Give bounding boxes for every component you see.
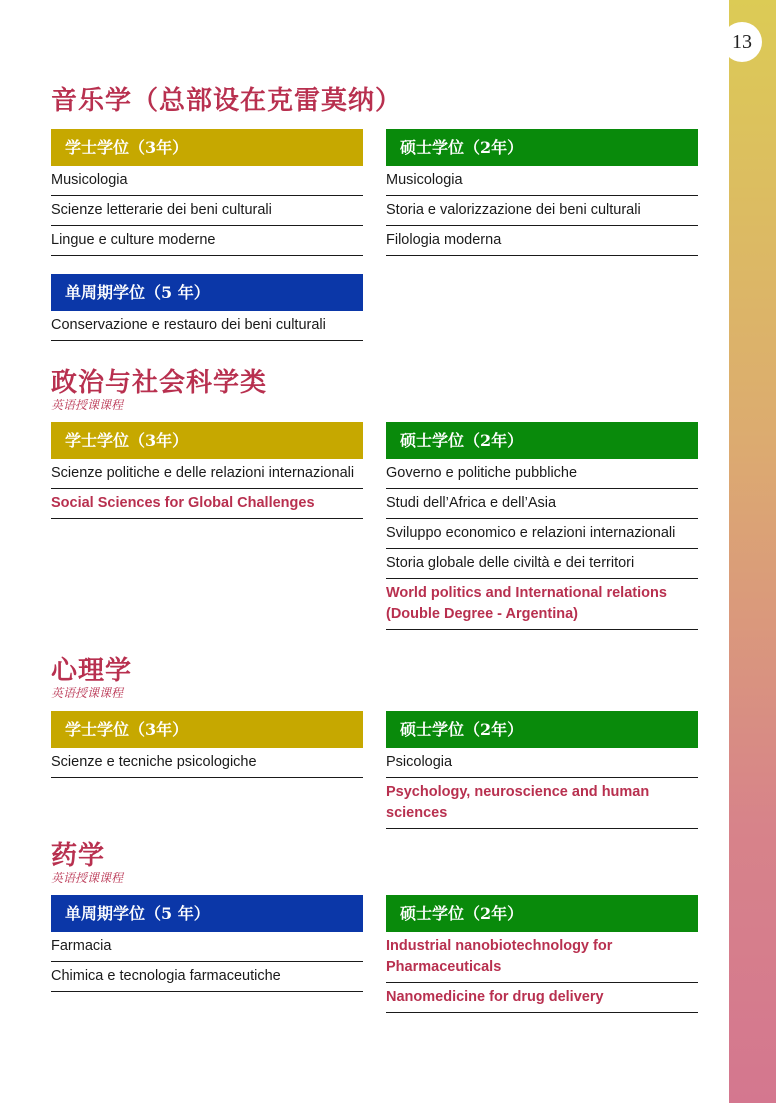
english-course-item: Nanomedicine for drug delivery xyxy=(386,983,698,1013)
degree-band-master: 硕士学位（2年） xyxy=(386,711,698,748)
master-column xyxy=(386,422,698,630)
course-item: Storia e valorizzazione dei beni culturali xyxy=(386,196,698,226)
course-item: Musicologia xyxy=(386,166,698,196)
course-item: Lingue e culture moderne xyxy=(51,226,363,256)
course-item: Farmacia xyxy=(51,932,363,962)
master-column xyxy=(386,895,698,1013)
degree-band-master: 硕士学位（2年） xyxy=(386,129,698,166)
course-item: Chimica e tecnologia farmaceutiche xyxy=(51,962,363,992)
degree-band-master: 硕士学位（2年） xyxy=(386,422,698,459)
english-course-item: World politics and International relations (Double Degree - Argentina) xyxy=(386,579,698,630)
course-item: Sviluppo economico e relazioni internazionali xyxy=(386,519,698,549)
degree-band-master: 硕士学位（2年） xyxy=(386,895,698,932)
bachelor-column xyxy=(51,422,363,519)
course-item: Scienze e tecniche psicologiche xyxy=(51,748,363,778)
decorative-side-bar xyxy=(729,0,776,1103)
course-item: Scienze politiche e delle relazioni internazionali xyxy=(51,459,363,489)
bachelor-column xyxy=(51,711,363,778)
bachelor-column xyxy=(51,129,363,341)
course-item: Storia globale delle civiltà e dei territori xyxy=(386,549,698,579)
course-item: Scienze letterarie dei beni culturali xyxy=(51,196,363,226)
degree-band-bachelor: 学士学位（3年） xyxy=(51,711,363,748)
degree-band-bachelor: 学士学位（3年） xyxy=(51,129,363,166)
page-number: 13 xyxy=(722,22,762,62)
course-item: Filologia moderna xyxy=(386,226,698,256)
english-course-item: Social Sciences for Global Challenges xyxy=(51,489,363,519)
course-item: Psicologia xyxy=(386,748,698,778)
degree-band-single-cycle: 单周期学位（5 年） xyxy=(51,895,363,932)
section-subtitle: 英语授课课程 xyxy=(51,686,124,700)
single-cycle-column xyxy=(51,895,363,992)
section-subtitle: 英语授课课程 xyxy=(51,398,124,412)
master-column xyxy=(386,711,698,829)
course-item: Studi dell’Africa e dell’Asia xyxy=(386,489,698,519)
english-course-item: Psychology, neuroscience and human sciences xyxy=(386,778,698,829)
course-item: Governo e politiche pubbliche xyxy=(386,459,698,489)
section-title: 音乐学（总部设在克雷莫纳） xyxy=(51,86,403,116)
english-course-item: Industrial nanobiotechnology for Pharmaceuticals xyxy=(386,932,698,983)
degree-band-bachelor: 学士学位（3年） xyxy=(51,422,363,459)
section-title: 政治与社会科学类 xyxy=(51,368,268,398)
master-column xyxy=(386,129,698,256)
section-subtitle: 英语授课课程 xyxy=(51,871,124,885)
section-title: 心理学 xyxy=(51,656,133,686)
course-item: Conservazione e restauro dei beni culturali xyxy=(51,311,363,341)
course-item: Musicologia xyxy=(51,166,363,196)
section-title: 药学 xyxy=(51,841,106,871)
degree-band-single-cycle: 单周期学位（5 年） xyxy=(51,274,363,311)
